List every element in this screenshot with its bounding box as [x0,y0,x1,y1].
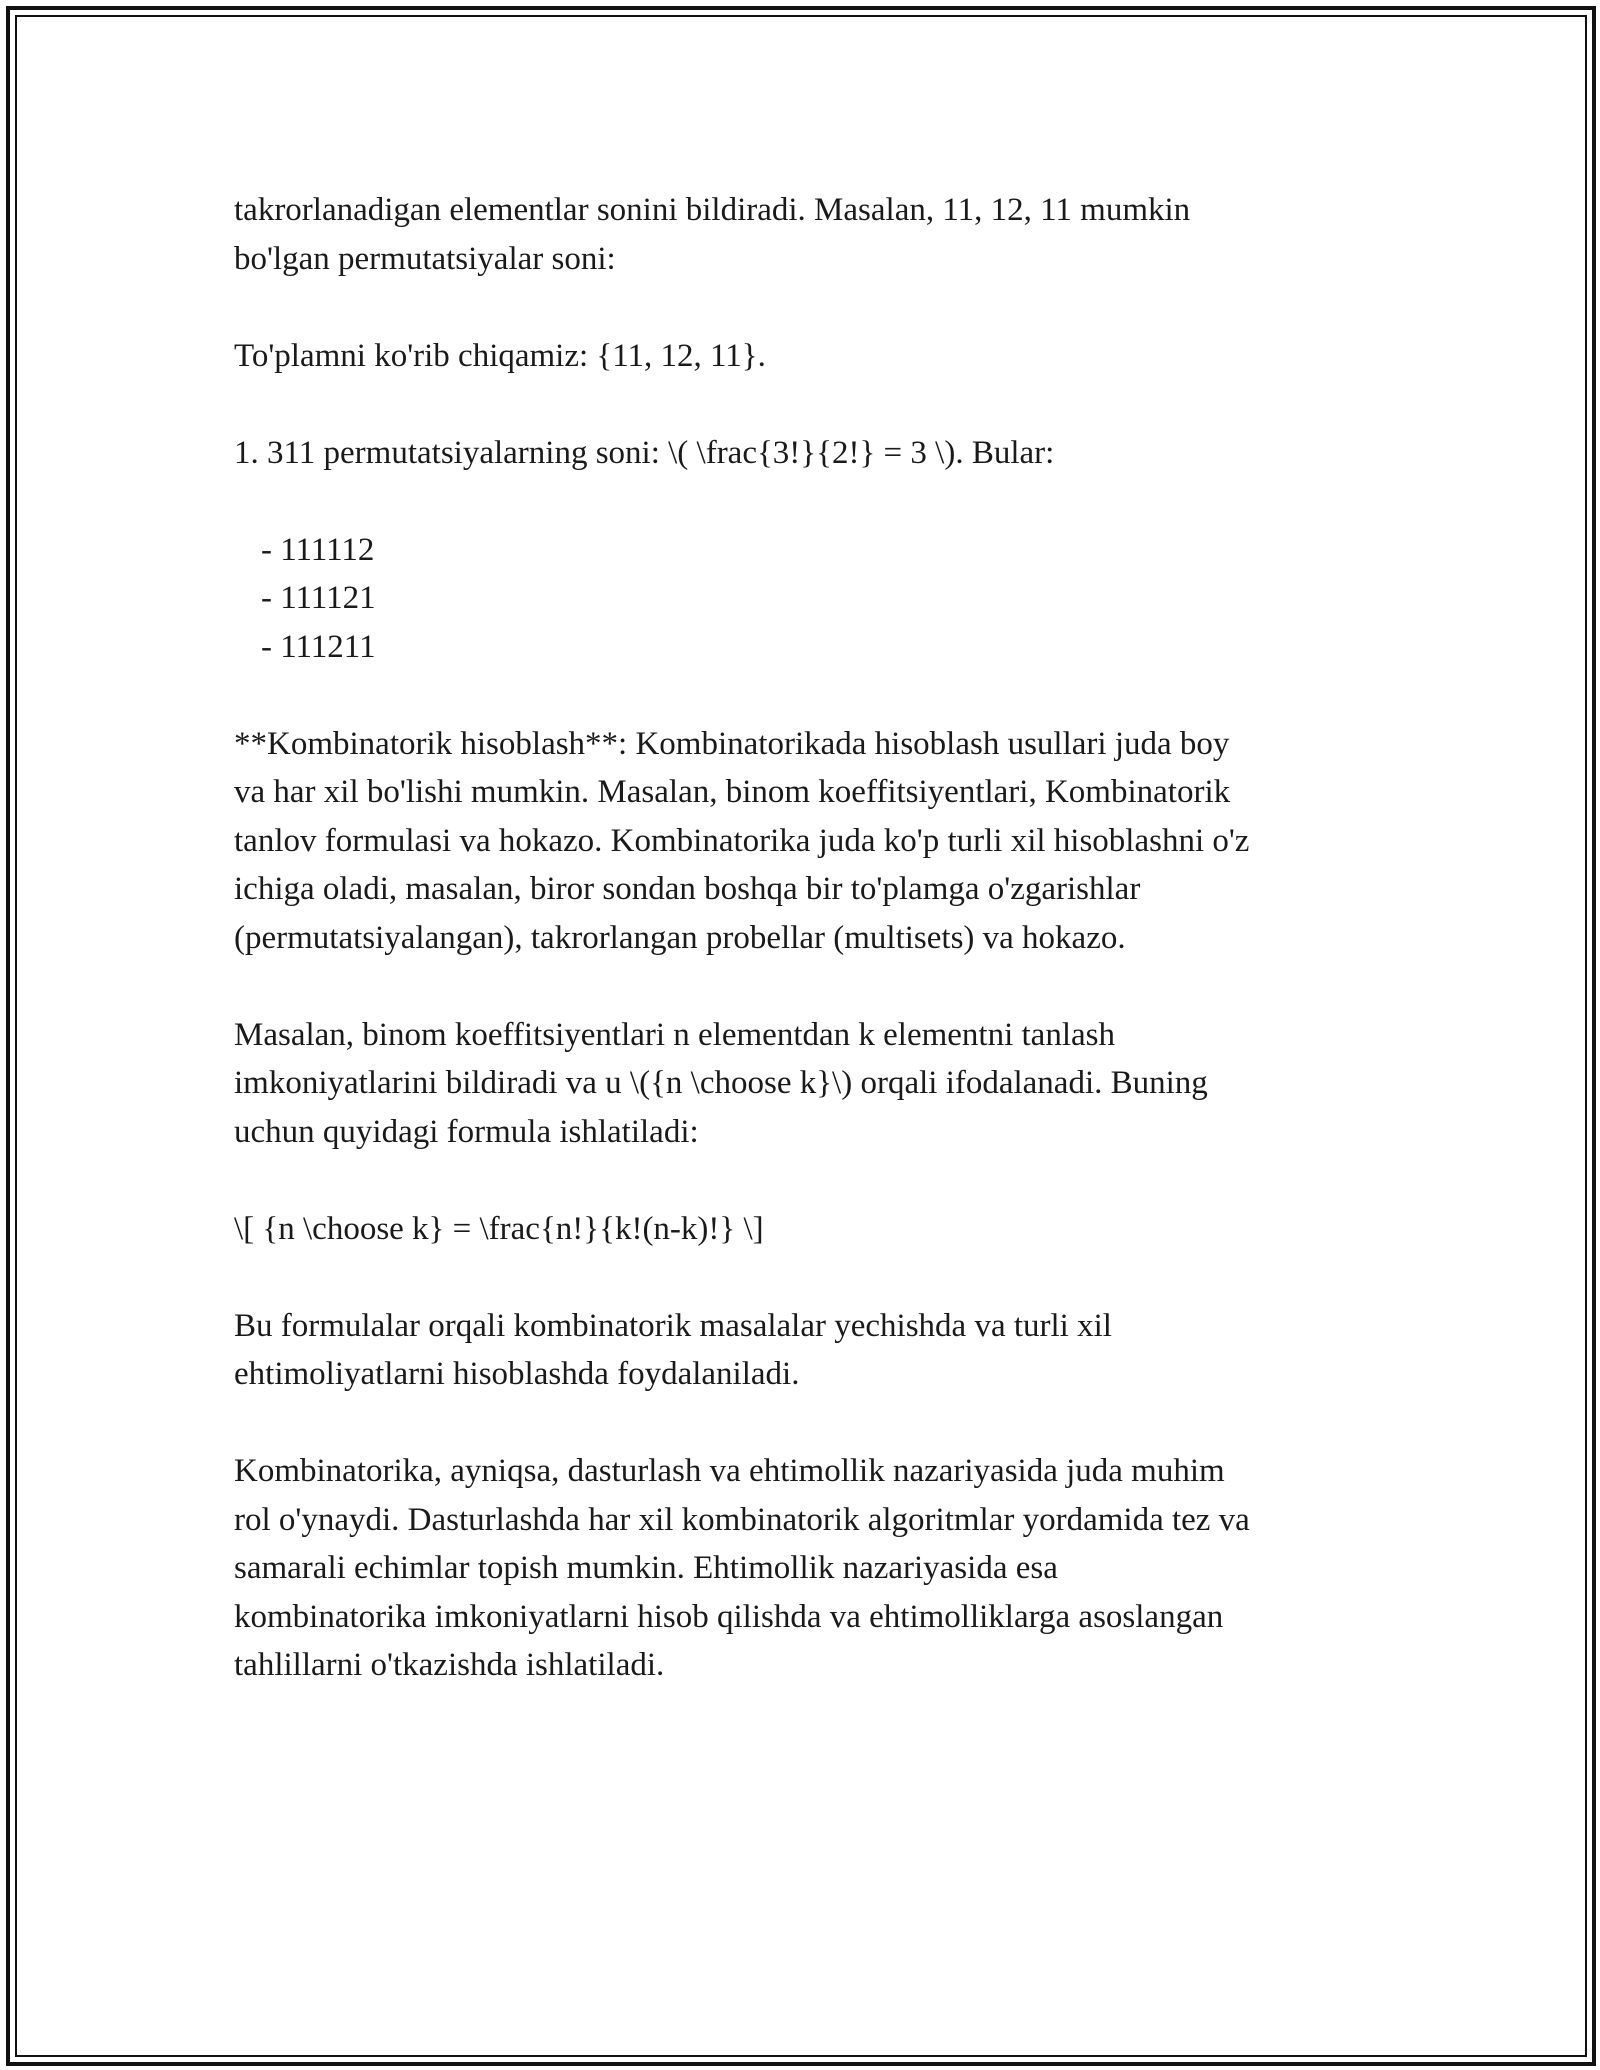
text-line: ichiga oladi, masalan, biror sondan boshqa bir to'plamga o'zgarishlar [234,871,1141,907]
list-item: - 111211 [261,628,376,665]
text-line: uchun quyidagi formula ishlatiladi: [234,1113,699,1150]
document-body [234,186,1384,1690]
paragraph-gap [234,962,1384,1011]
paragraph-gap [234,671,1384,720]
text-line: kombinatorika imkoniyatlarni hisob qilishda va ehtimolliklarga asoslangan [234,1598,1224,1635]
paragraph-set: To'plamni ko'rib chiqamiz: {11, 12, 11}. [234,337,766,374]
paragraph-conclusion [234,1447,1384,1690]
text-line: samarali echimlar topish mumkin. Ehtimollik nazariyasida esa [234,1550,1058,1586]
paragraph-usage [234,1302,1384,1399]
paragraph-gap [234,1253,1384,1302]
paragraph-gap [234,283,1384,332]
paragraph-intro [234,186,1384,283]
paragraph-gap [234,1156,1384,1205]
permutation-list [234,526,1384,672]
list-item: - 111121 [261,580,376,616]
paragraph-gap [234,477,1384,526]
paragraph-gap [234,1399,1384,1448]
text-line: Masalan, binom koeffitsiyentlari n elementdan k elementni tanlash [234,1016,1115,1053]
text-line: Bu formulalar orqali kombinatorik masalalar yechishda va turli xil [234,1307,1112,1344]
paragraph-combinatorics [234,720,1384,963]
text-line: rol o'ynaydi. Dasturlashda har xil kombinatorik algoritmlar yordamida tez va [234,1501,1250,1538]
text-line: takrorlanadigan elementlar sonini bildiradi. Masalan, 11, 12, 11 mumkin [234,192,1191,228]
text-line: imkoniyatlarini bildiradi va u \({n \choose k}\) orqali ifodalanadi. Buning [234,1065,1208,1101]
paragraph-count: 1. 311 permutatsiyalarning soni: \( \frac{3!}{2!} = 3 \). Bular: [234,434,1055,471]
text-line: (permutatsiyalangan), takrorlangan probellar (multisets) va hokazo. [234,919,1126,956]
text-line: va har xil bo'lishi mumkin. Masalan, binom koeffitsiyentlari, Kombinatorik [234,774,1231,810]
text-line: Kombinatorika, ayniqsa, dasturlash va ehtimollik nazariyasida juda muhim [234,1453,1225,1489]
text-line: **Kombinatorik hisoblash**: Kombinatorikada hisoblash usullari juda boy [234,725,1230,762]
text-line: tanlov formulasi va hokazo. Kombinatorika juda ko'p turli xil hisoblashni o'z [234,822,1250,859]
list-item: - 111112 [261,531,375,568]
text-line: tahlillarni o'tkazishda ishlatiladi. [234,1647,665,1683]
paragraph-gap [234,380,1384,429]
text-line: ehtimoliyatlarni hisoblashda foydalaniladi. [234,1356,800,1392]
paragraph-binomial [234,1011,1384,1157]
text-line: bo'lgan permutatsiyalar soni: [234,240,616,277]
formula-line: \[ {n \choose k} = \frac{n!}{k!(n-k)!} \] [234,1210,764,1247]
